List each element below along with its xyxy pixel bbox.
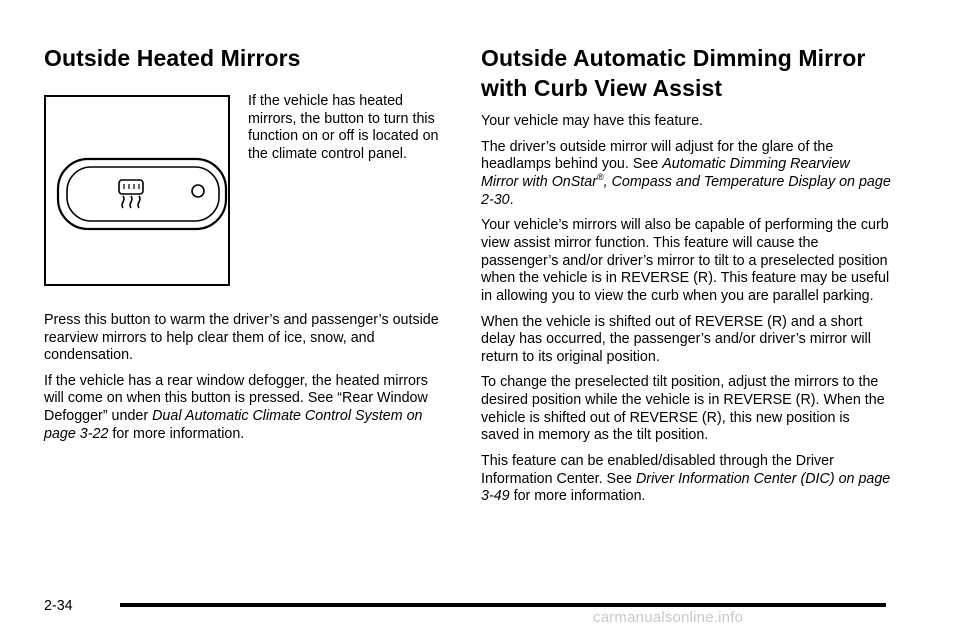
paragraph-text: for more information. [509,488,646,505]
section-title-heated-mirrors: Outside Heated Mirrors [44,45,301,71]
figure-caption: If the vehicle has heated mirrors, the button to turn this function on or off is located on the climate control panel. [248,93,439,162]
heated-mirror-button-figure [44,95,230,286]
section-title-auto-dimming-mirror: Outside Automatic Dimming Mirror with Curb View Assist [481,45,866,101]
registered-mark: ® [596,172,604,183]
heated-mirror-icon [119,180,143,208]
dimming-paragraph-6 [481,453,891,506]
reference-text: , Compass and Temperature Display on page 2-30 [481,173,891,208]
paragraph-text: for more information. [108,425,245,442]
cross-reference-dic: Driver Information Center (DIC) on page 3-49 [481,470,891,505]
paragraph-text: This feature can be enabled/disabled through the Driver Information Center. See [481,453,834,487]
right-body [481,113,891,514]
dimming-paragraph-4: When the vehicle is shifted out of REVERSE (R) and a short delay has occurred, the passenger’s and/or driver’s mirror will return to its original position. [481,313,871,365]
reference-text: Automatic Dimming Rearview Mirror with OnStar [481,156,850,190]
heated-mirrors-paragraph-1: Press this button to warm the driver’s and passenger’s outside rearview mirrors to help clear them of ice, snow, and condensation. [44,312,439,364]
dimming-paragraph-5: To change the preselected tilt position, adjust the mirrors to the desired position while the vehicle is in REVERSE (R). When the vehicle is shifted out of REVERSE (R), this new position is saved in memory as the tilt position. [481,374,885,444]
dimming-paragraph-2 [481,139,891,209]
paragraph-text: . [509,191,514,208]
paragraph-text: The driver’s outside mirror will adjust for the glare of the headlamps behind you. See [481,138,834,173]
watermark: carmanualsonline.info [593,609,744,626]
heated-mirrors-paragraph-2 [44,373,444,443]
footer-rule [120,603,886,607]
page-number: 2-34 [44,598,73,614]
heated-mirror-button-illustration [46,97,228,284]
cross-reference-climate-control: Dual Automatic Climate Control System on page 3-22 [44,407,423,442]
paragraph-text: If the vehicle has a rear window defogger, the heated mirrors will come on when this button is pressed. See “Rear Window Defogger” under [44,372,428,424]
dimming-paragraph-3: Your vehicle’s mirrors will also be capable of performing the curb view assist mirror function. This feature will cause the passenger’s and/or driver’s mirror to tilt to a preselected position when the vehicle is in REVERSE (R). This feature may be useful in allowing you to view the curb when you are parallel parking. [481,217,890,304]
dimming-paragraph-1: Your vehicle may have this feature. [481,113,703,129]
indicator-light-icon [192,185,204,197]
left-body [44,312,444,451]
